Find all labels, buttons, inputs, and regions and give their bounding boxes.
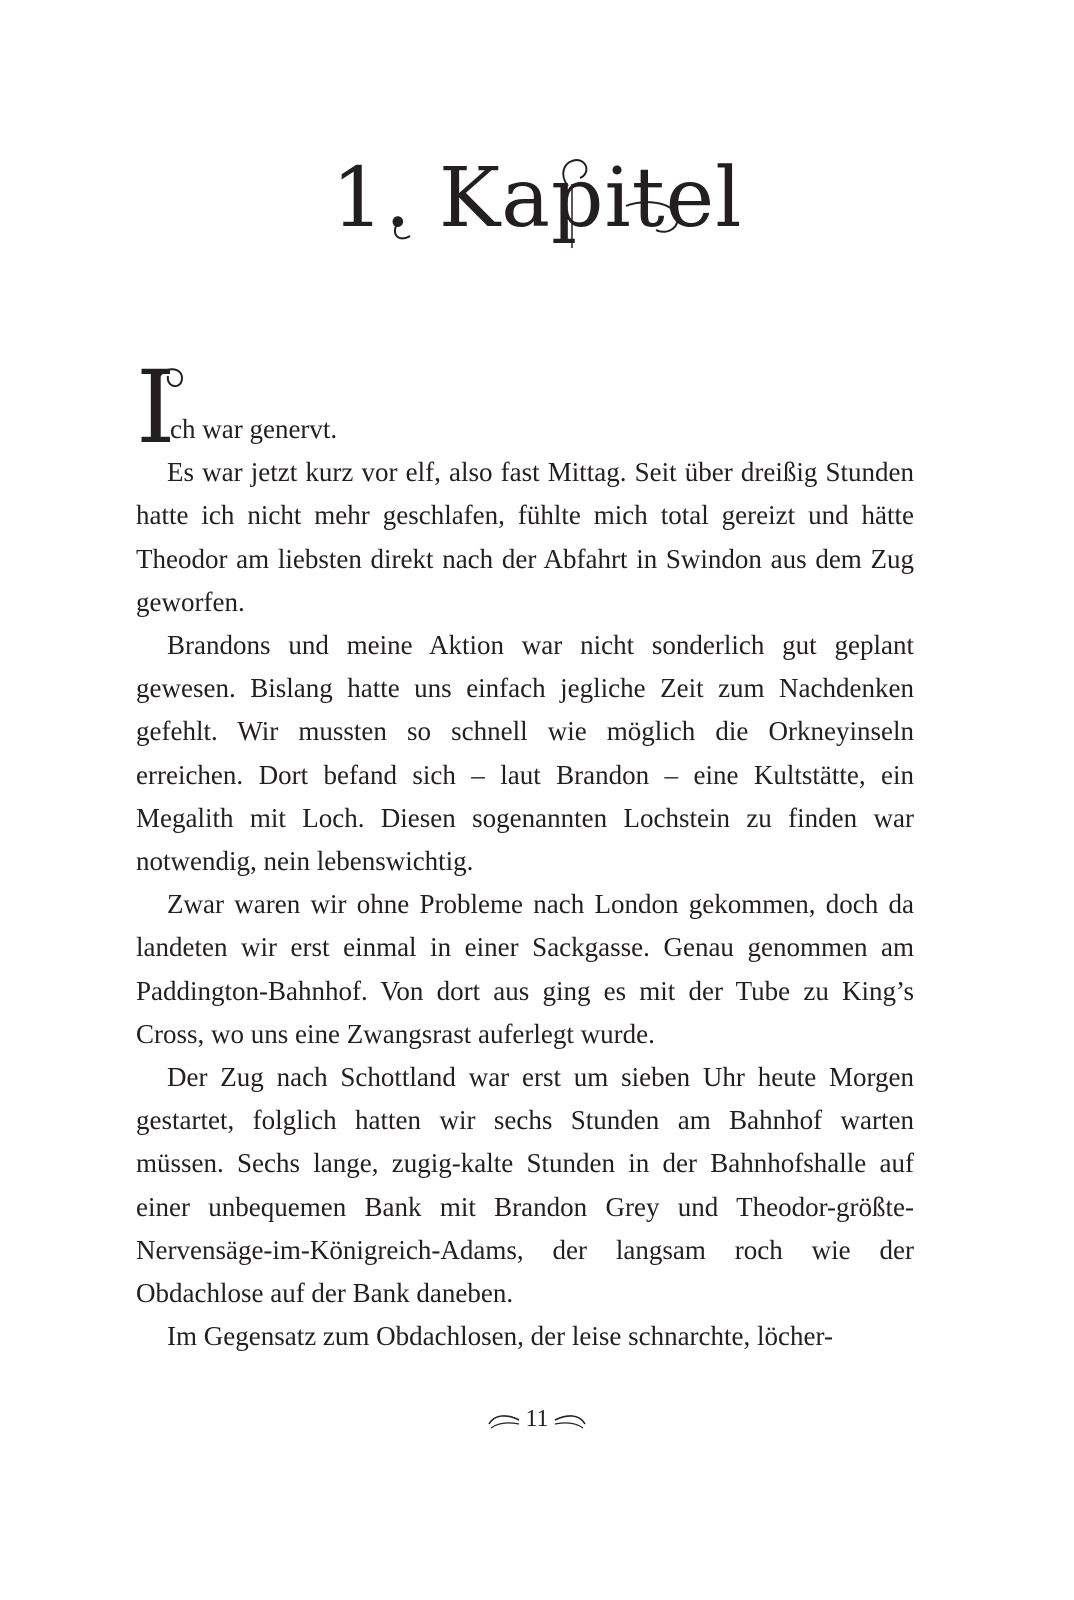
paragraph-2: Brandons und meine Aktion war nicht sonderlich gut geplant gewesen. Bislang hatte uns einfach jegliche Zeit zum Nachdenken gefehlt. Wir mussten so schnell wie möglich die Orkneyinseln erreichen. Dort befand sich – laut Brandon – eine Kultstätte, ein Megalith mit Loch. Diesen sogenannten Lochstein zu finden war notwendig, nein lebenswichtig. [136,630,914,877]
title-flourish-icon [0,0,1074,300]
drop-cap-letter: I [136,362,176,462]
left-swash-icon [487,1410,521,1430]
first-paragraph [136,360,914,451]
paragraph-1: Es war jetzt kurz vor elf, also fast Mittag. Seit über dreißig Stunden hatte ich nicht mehr geschlafen, fühlte mich total gereizt und hätte Theodor am liebsten direkt nach der Abfahrt in Swindon aus dem Zug geworfen. [136,457,914,617]
paragraph-5: Im Gegensatz zum Obdachlosen, der leise schnarchte, löcher- [167,1321,833,1352]
first-paragraph-text: ch war genervt. [170,414,338,444]
body-text [136,360,914,1358]
paragraph-3: Zwar waren wir ohne Probleme nach London gekommen, doch da landeten wir erst einmal in einer Sackgasse. Genau genommen am Paddington-Bahnhof. Von dort aus ging es mit der Tube zu King’s Cross, wo uns eine Zwangsrast auferlegt wurde. [136,889,914,1049]
page-footer [0,1406,1074,1446]
right-swash-icon [553,1410,587,1430]
chapter-title-text: 1. Kapitel [331,151,743,246]
paragraph-4: Der Zug nach Schottland war erst um sieben Uhr heute Morgen gestartet, folglich hatten wir sechs Stunden am Bahnhof warten müssen. Sechs lange, zugig-kalte Stunden in der Bahnhofshalle auf einer unbequemen Bank mit Brandon Grey und Theodor-größte-Nervensäge-im-Königreich-Adams, der langsam roch wie der Obdachlose auf der Bank daneben. [136,1062,914,1309]
page-number: 11 [525,1406,549,1432]
